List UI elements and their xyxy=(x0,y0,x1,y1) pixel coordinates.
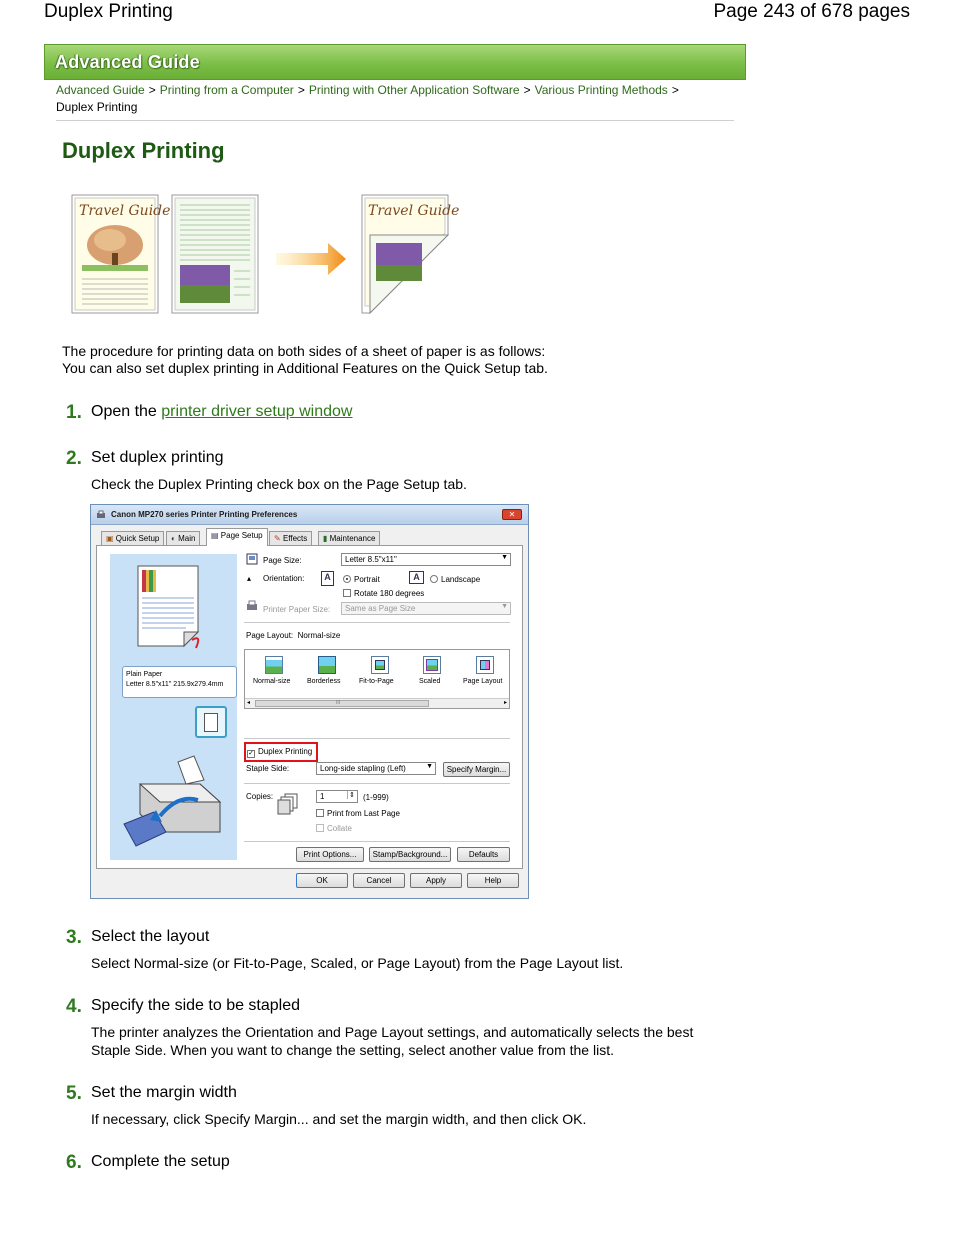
document-title: Duplex Printing xyxy=(44,1,173,22)
layout-scaled[interactable]: Scaled xyxy=(419,678,441,685)
step-2-number: 2. xyxy=(66,448,82,469)
page-layout-icon[interactable] xyxy=(476,656,494,674)
duplex-checkbox-box: ✓ xyxy=(248,750,254,757)
fit-to-page-icon[interactable] xyxy=(371,656,389,674)
printer-paper-size-icon xyxy=(246,600,258,612)
page-layout-current: Normal-size xyxy=(297,631,341,640)
quick-setup-icon: ▣ xyxy=(106,534,114,543)
breadcrumb-divider xyxy=(56,120,734,121)
tab-effects[interactable] xyxy=(269,531,312,545)
printer-driver-setup-link[interactable]: printer driver setup window xyxy=(161,403,353,420)
specify-margin-button[interactable]: Specify Margin... xyxy=(443,762,510,777)
breadcrumb-printing-other-software[interactable]: Printing with Other Application Software xyxy=(308,83,520,97)
chevron-down-icon: ▼ xyxy=(426,763,433,770)
main-tab-icon: ◐ xyxy=(171,534,176,543)
rotate-checkbox-box xyxy=(343,589,351,597)
divider xyxy=(244,622,510,623)
printer-illustration-icon xyxy=(120,754,232,850)
portrait-label: Portrait xyxy=(354,575,380,584)
page-indicator: Page 243 of 678 pages xyxy=(713,1,910,22)
printer-paper-size-value: Same as Page Size xyxy=(345,604,416,613)
scroll-thumb[interactable] xyxy=(255,700,429,707)
print-from-last-page-checkbox[interactable] xyxy=(316,809,400,818)
intro-text xyxy=(62,343,548,377)
breadcrumb-separator: > xyxy=(523,83,531,97)
staple-side-value: Long-side stapling (Left) xyxy=(320,764,406,773)
breadcrumb-separator: > xyxy=(148,83,156,97)
print-options-button[interactable]: Print Options... xyxy=(296,847,364,862)
paper-type: Plain Paper xyxy=(126,671,163,678)
rotate-label: Rotate 180 degrees xyxy=(354,589,425,598)
step-2-desc: Check the Duplex Printing check box on the Page Setup tab. xyxy=(91,476,467,492)
step-4-number: 4. xyxy=(66,996,82,1017)
scroll-left-icon[interactable]: ◂ xyxy=(247,700,251,706)
step-1-title xyxy=(91,403,352,421)
step-5-desc: If necessary, click Specify Margin... and set the margin width, and then click OK. xyxy=(91,1111,587,1127)
orientation-icon: ▴ xyxy=(247,574,252,583)
breadcrumb xyxy=(56,82,736,116)
step-3-desc: Select Normal-size (or Fit-to-Page, Scaled, or Page Layout) from the Page Layout list. xyxy=(91,955,624,971)
close-icon[interactable]: ✕ xyxy=(502,509,522,520)
layout-scrollbar[interactable] xyxy=(245,698,509,708)
tab-quick-setup[interactable] xyxy=(101,531,164,545)
cover-title: Travel Guide xyxy=(79,203,171,219)
copies-label: Copies: xyxy=(246,792,274,801)
layout-borderless[interactable]: Borderless xyxy=(307,678,341,685)
apply-button[interactable]: Apply xyxy=(410,873,462,888)
printing-preferences-dialog xyxy=(90,504,529,899)
layout-normal-size[interactable]: Normal-size xyxy=(253,678,291,685)
tab-maintenance-label: Maintenance xyxy=(329,534,376,543)
tab-page-setup-label: Page Setup xyxy=(220,531,263,540)
page-size-label: Page Size: xyxy=(263,556,302,565)
intro-line-1: The procedure for printing data on both sides of a sheet of paper is as follows: xyxy=(62,343,546,359)
duplex-printing-label: Duplex Printing xyxy=(258,747,313,756)
copies-value: 1 xyxy=(320,792,325,801)
printer-paper-size-select[interactable] xyxy=(341,602,511,615)
step-5-title: Set the margin width xyxy=(91,1084,237,1101)
layout-page-layout[interactable]: Page Layout xyxy=(463,678,503,685)
landscape-radio-dot xyxy=(430,575,438,583)
dialog-title: Canon MP270 series Printer Printing Preferences xyxy=(111,510,298,519)
copies-range: (1-999) xyxy=(363,793,389,802)
step-2-title: Set duplex printing xyxy=(91,449,224,466)
staple-side-select[interactable] xyxy=(316,762,436,775)
landscape-radio[interactable] xyxy=(430,575,480,584)
layout-fit-to-page[interactable]: Fit-to-Page xyxy=(359,678,394,685)
breadcrumb-separator: > xyxy=(671,83,679,97)
portrait-glyph: A xyxy=(321,571,334,586)
collate-checkbox-box xyxy=(316,824,324,832)
normal-size-icon[interactable] xyxy=(265,656,283,674)
page-title: Duplex Printing xyxy=(62,138,225,163)
page-size-select[interactable] xyxy=(341,553,511,566)
help-button[interactable]: Help xyxy=(467,873,519,888)
step-6-title: Complete the setup xyxy=(91,1153,230,1170)
page-size-value: Letter 8.5"x11" xyxy=(345,555,397,564)
dialog-titlebar xyxy=(91,505,528,525)
paper-size-info: Letter 8.5"x11" 215.9x279.4mm xyxy=(126,681,224,688)
landscape-glyph: A xyxy=(409,571,424,584)
cancel-button[interactable]: Cancel xyxy=(353,873,405,888)
maintenance-icon: ▮ xyxy=(323,534,328,543)
step-1-title-text: Open the xyxy=(91,403,157,420)
step-3-title: Select the layout xyxy=(91,928,210,945)
scroll-grip: III xyxy=(336,700,341,706)
tab-maintenance[interactable] xyxy=(318,531,380,545)
breadcrumb-various-printing-methods[interactable]: Various Printing Methods xyxy=(534,83,668,97)
copies-icon xyxy=(277,792,299,816)
page-size-icon xyxy=(246,553,258,565)
collate-label: Collate xyxy=(327,824,352,833)
intro-line-2: You can also set duplex printing in Additional Features on the Quick Setup tab. xyxy=(62,360,548,376)
breadcrumb-printing-from-computer[interactable]: Printing from a Computer xyxy=(159,83,294,97)
spinner-icon[interactable]: ⇕ xyxy=(349,792,355,799)
divider xyxy=(244,783,510,784)
divider xyxy=(244,841,510,842)
scroll-right-icon[interactable]: ▸ xyxy=(503,700,507,706)
printer-icon xyxy=(96,510,106,520)
step-1-number: 1. xyxy=(66,402,82,423)
rotate-180-checkbox[interactable] xyxy=(343,589,424,598)
page-layout-label xyxy=(246,631,340,640)
step-4-title: Specify the side to be stapled xyxy=(91,997,301,1014)
duplex-illustration xyxy=(70,193,460,317)
stamp-background-button[interactable]: Stamp/Background... xyxy=(369,847,451,862)
page-setup-panel xyxy=(96,545,523,869)
copies-input[interactable] xyxy=(316,790,358,803)
chevron-down-icon: ▼ xyxy=(501,554,508,561)
page-preview-icon xyxy=(136,564,206,652)
page-layout-label-text: Page Layout: xyxy=(246,631,294,640)
page-layout-list[interactable] xyxy=(244,649,510,709)
defaults-button[interactable]: Defaults xyxy=(457,847,510,862)
staple-side-label: Staple Side: xyxy=(246,764,290,773)
tab-quick-setup-label: Quick Setup xyxy=(115,534,160,543)
scaled-icon[interactable] xyxy=(423,656,441,674)
step-6-number: 6. xyxy=(66,1152,82,1173)
printer-paper-size-label: Printer Paper Size: xyxy=(263,605,331,614)
duplex-printing-checkbox[interactable] xyxy=(247,747,312,758)
tab-effects-label: Effects xyxy=(282,534,308,543)
ok-button[interactable]: OK xyxy=(296,873,348,888)
collate-checkbox[interactable] xyxy=(316,824,352,833)
chevron-down-icon: ▼ xyxy=(501,603,508,610)
tab-main[interactable] xyxy=(166,531,200,545)
preview-area xyxy=(110,554,237,860)
print-from-last-page-label: Print from Last Page xyxy=(327,809,400,818)
portrait-radio[interactable] xyxy=(343,575,380,584)
effects-icon: ✎ xyxy=(274,534,281,543)
step-3-number: 3. xyxy=(66,927,82,948)
banner-label: Advanced Guide xyxy=(55,52,200,72)
landscape-label: Landscape xyxy=(441,575,481,584)
step-5-number: 5. xyxy=(66,1083,82,1104)
print-from-last-checkbox-box xyxy=(316,809,324,817)
step-4-desc: The printer analyzes the Orientation and Page Layout settings, and automatically selects the best Staple Side. When you want to change the setting, select another value from the list. xyxy=(91,1024,694,1058)
divider xyxy=(244,738,510,739)
breadcrumb-current: Duplex Printing xyxy=(56,100,138,114)
advanced-guide-banner xyxy=(44,44,746,80)
tab-main-label: Main xyxy=(178,534,196,543)
orientation-label: Orientation: xyxy=(263,574,305,583)
breadcrumb-advanced-guide[interactable]: Advanced Guide xyxy=(56,83,145,97)
cover-title-back: Travel Guide xyxy=(368,203,460,219)
breadcrumb-separator: > xyxy=(297,83,305,97)
paper-info-box xyxy=(122,666,237,698)
portrait-radio-dot xyxy=(343,575,351,583)
borderless-icon[interactable] xyxy=(318,656,336,674)
paper-source-icon[interactable] xyxy=(195,706,227,738)
page-setup-icon: ▤ xyxy=(211,531,219,540)
tab-page-setup[interactable] xyxy=(206,528,268,546)
